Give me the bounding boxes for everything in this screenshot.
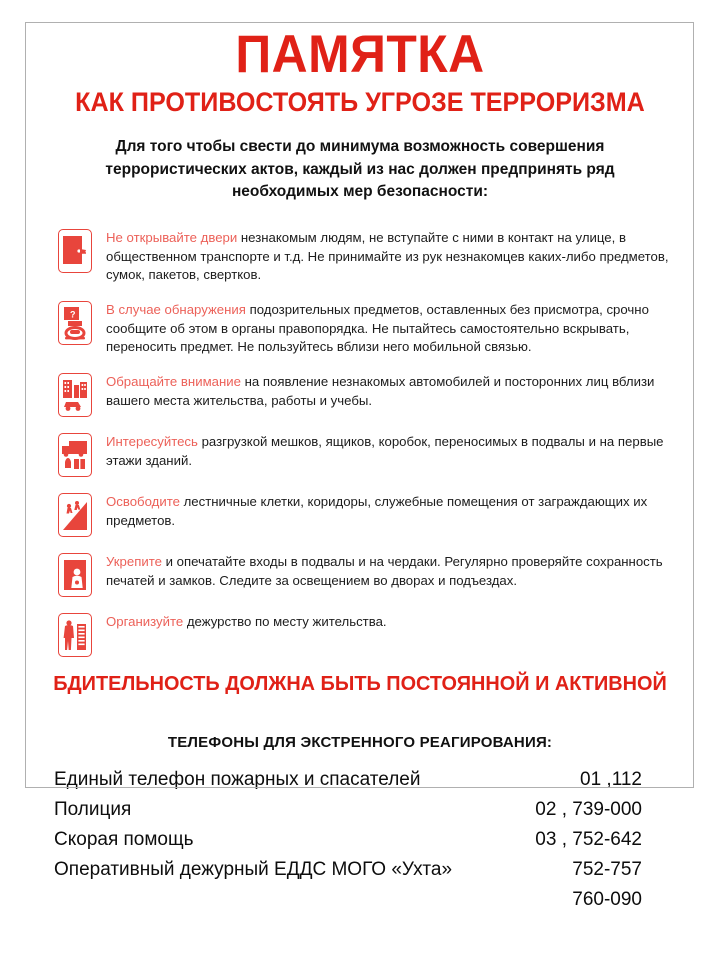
emergency-phone-row bbox=[54, 885, 642, 915]
emergency-phone-row bbox=[54, 855, 642, 885]
safety-tip-text bbox=[106, 552, 692, 590]
safety-tip-body: незнакомым людям, не вступайте с ними в контакт на улице, в общественном транспорте и т.д. Не принимайте из рук незнакомцев каких-либо предметов, сумок, пакетов, свертков. bbox=[106, 229, 669, 283]
safety-tip-lead: Интересуйтесь bbox=[106, 434, 198, 450]
safety-tip-item bbox=[0, 372, 720, 417]
safety-tip-body: и опечатайте входы в подвалы и на чердаки. Регулярно проверяйте сохранность печатей и замков. Следите за освещением во дворах и подъездах. bbox=[106, 554, 663, 588]
safety-tip-lead: Укрепите bbox=[106, 554, 162, 570]
emergency-phone-label: Скорая помощь bbox=[54, 829, 194, 851]
emergency-phone-label: Полиция bbox=[54, 799, 132, 821]
safety-tip-text bbox=[106, 492, 692, 530]
emergency-phone-number[interactable]: 752-757 bbox=[572, 859, 642, 881]
safety-tip-lead: Освободите bbox=[106, 494, 180, 510]
safety-tip-text bbox=[106, 228, 692, 285]
intro-paragraph: Для того чтобы свести до минимума возможность совершения террористических актов, каждый из нас должен предпринять ряд необходимых мер безопасности: bbox=[105, 138, 615, 201]
page-title: ПАМЯТКА bbox=[235, 25, 485, 84]
safety-tip-body: лестничные клетки, коридоры, служебные помещения от заграждающих их предметов. bbox=[106, 494, 648, 528]
suspicious-bag-phone-icon bbox=[58, 301, 92, 345]
safety-tip-text bbox=[106, 300, 692, 357]
safety-tip-text bbox=[106, 612, 387, 632]
safety-tips-list bbox=[0, 228, 720, 657]
page-subtitle: КАК ПРОТИВОСТОЯТЬ УГРОЗЕ ТЕРРОРИЗМА bbox=[75, 87, 645, 118]
svg-text:?: ? bbox=[70, 309, 76, 320]
safety-tip-lead: Не открывайте двери bbox=[106, 229, 238, 245]
safety-tip-lead: В случае обнаружения bbox=[106, 302, 246, 317]
slogan-banner: БДИТЕЛЬНОСТЬ ДОЛЖНА БЫТЬ ПОСТОЯННОЙ И АКТИВНОЙ bbox=[53, 672, 667, 696]
safety-tip-lead: Организуйте bbox=[106, 614, 184, 630]
safety-tip-text bbox=[106, 432, 692, 470]
safety-tip-item bbox=[0, 228, 720, 285]
safety-tip-item bbox=[0, 552, 720, 597]
guard-duty-icon bbox=[58, 613, 92, 657]
locked-door-icon bbox=[58, 553, 92, 597]
door-hand-icon bbox=[58, 229, 92, 273]
emergency-phone-row bbox=[54, 825, 642, 855]
truck-boxes-icon bbox=[58, 433, 92, 477]
safety-tip-body: на появление незнакомых автомобилей и посторонних лиц вблизи вашего места жительства, работы и учебы. bbox=[106, 374, 655, 408]
buildings-car-icon bbox=[58, 373, 92, 417]
emergency-phone-number[interactable]: 760-090 bbox=[572, 889, 642, 911]
safety-tip-item bbox=[0, 300, 720, 357]
emergency-phone-label: Оперативный дежурный ЕДДС МОГО «Ухта» bbox=[54, 859, 453, 881]
safety-tip-text bbox=[106, 372, 692, 410]
stairs-people-icon bbox=[58, 493, 92, 537]
emergency-phone-number[interactable]: 03 , 752-642 bbox=[535, 829, 642, 851]
safety-tip-body: подозрительных предметов, оставленных без присмотра, срочно сообщите об этом в органы правопорядка. Не пытайтесь самостоятельно вскрывать, переносить предмет. Не пользуйтесь вблизи него мобильной связью. bbox=[106, 302, 649, 355]
safety-tip-item bbox=[0, 432, 720, 477]
safety-tip-lead: Обращайте внимание bbox=[106, 374, 241, 390]
safety-tip-body: дежурство по месту жительства. bbox=[183, 614, 387, 630]
emergency-phone-label: Единый телефон пожарных и спасателей bbox=[54, 769, 421, 791]
emergency-phone-number[interactable]: 02 , 739-000 bbox=[535, 799, 642, 821]
emergency-phones-table bbox=[0, 765, 720, 915]
safety-tip-item bbox=[0, 492, 720, 537]
emergency-phones-heading: ТЕЛЕФОНЫ ДЛЯ ЭКСТРЕННОГО РЕАГИРОВАНИЯ: bbox=[167, 734, 553, 752]
emergency-phone-row bbox=[54, 795, 642, 825]
safety-tip-item bbox=[0, 612, 720, 657]
emergency-phone-row bbox=[54, 765, 642, 795]
emergency-phone-number[interactable]: 01 ,112 bbox=[580, 769, 642, 791]
safety-tip-body: разгрузкой мешков, ящиков, коробок, переносимых в подвалы и на первые этажи зданий. bbox=[106, 434, 664, 468]
